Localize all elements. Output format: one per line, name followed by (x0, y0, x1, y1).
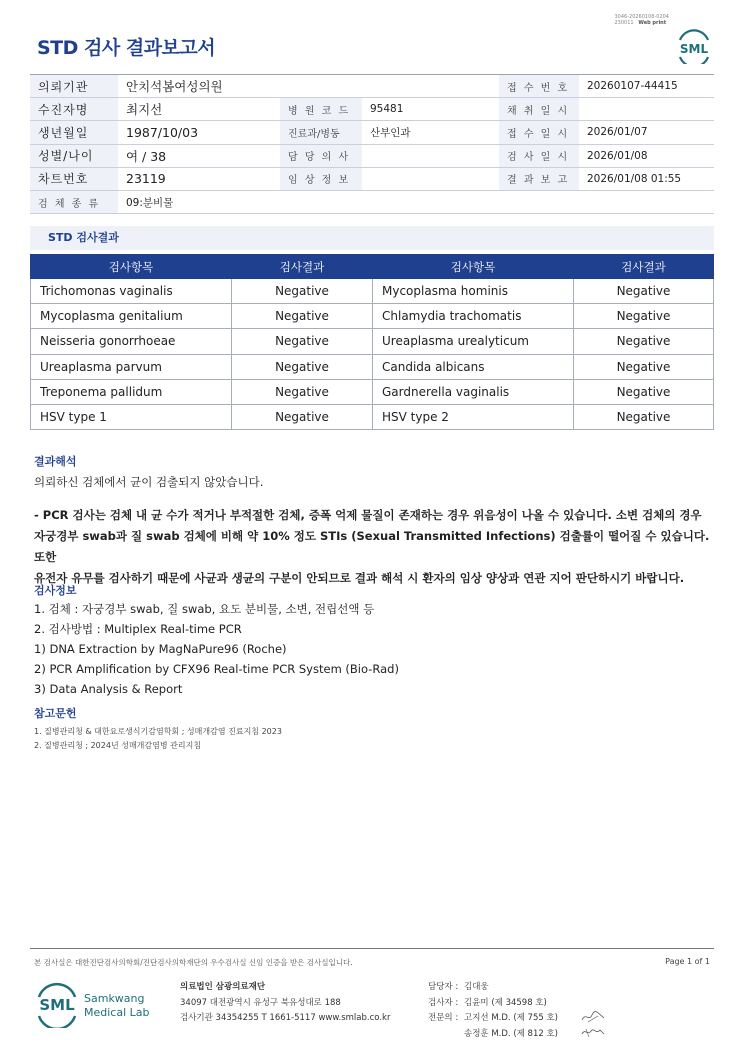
test-item: Ureaplasma urealyticum (373, 329, 574, 354)
test-item: Mycoplasma hominis (373, 279, 574, 304)
test-result: Negative (232, 329, 373, 354)
table-row (31, 279, 714, 304)
signature-icon (580, 1025, 606, 1039)
info-row (30, 121, 714, 144)
page-number: Page 1 of 1 (665, 957, 710, 966)
interpretation-note-line: 자궁경부 swab과 질 swab 검체에 비해 약 10% 정도 STIs (Sexual Transmitted Infections) 검출률이 떨어질 수 있습니다. 또한 (34, 529, 710, 564)
test-result: Negative (232, 379, 373, 404)
test-result: Negative (232, 404, 373, 429)
info-value: 1987/10/03 (118, 121, 280, 144)
info-row-specimen (30, 190, 714, 213)
test-result: Negative (574, 379, 714, 404)
samkwang-logo-icon (36, 980, 196, 1028)
info-value: 2026/01/07 (579, 121, 714, 144)
test-item: Mycoplasma genitalium (31, 304, 232, 329)
info-value: 여 / 38 (118, 144, 280, 167)
staff-list (428, 980, 558, 1042)
sml-logo-text: SML (679, 42, 709, 56)
interpretation-note-line: - PCR 검사는 검체 내 균 수가 적거나 부적절한 검체, 증폭 억제 물질이 존재하는 경우 위음성이 나올 수 있습니다. 소변 검체의 경우 (34, 508, 702, 522)
info-value: 최지선 (118, 98, 280, 121)
info-value (579, 98, 714, 121)
info-label: 진료과/병동 (280, 121, 362, 144)
info-label: 접 수 일 시 (499, 121, 579, 144)
test-info-list (34, 599, 399, 699)
info-label: 생년월일 (30, 121, 118, 144)
reference-item: 1. 질병관리청 & 대한요로생식기감염학회 ; 성매개감염 진료지침 2023 (34, 727, 282, 736)
info-value (362, 167, 499, 190)
test-item: Chlamydia trachomatis (373, 304, 574, 329)
test-result: Negative (232, 279, 373, 304)
table-row (31, 379, 714, 404)
info-label: 차트번호 (30, 167, 118, 190)
test-result: Negative (574, 329, 714, 354)
info-label: 검 사 일 시 (499, 144, 579, 167)
info-value: 23119 (118, 167, 280, 190)
document-code (614, 14, 669, 26)
staff-role: 전문의 : (428, 1013, 459, 1023)
web-print-label: Web print (638, 20, 667, 26)
specimen-label: 검 체 종 류 (30, 190, 118, 213)
signature-icon (580, 1010, 606, 1024)
corporation-address: 34097 대전광역시 유성구 북유성대로 188 (180, 997, 341, 1008)
patient-info-table (30, 74, 714, 214)
test-item: Candida albicans (373, 354, 574, 379)
staff-name: 고지선 M.D. (제 755 호) (464, 1013, 559, 1023)
test-item: Gardnerella vaginalis (373, 379, 574, 404)
page-title: STD 검사 결과보고서 (37, 37, 216, 59)
results-header: 검사항목 (31, 255, 232, 279)
info-value: 산부인과 (362, 121, 499, 144)
test-info-heading: 검사정보 (34, 584, 77, 597)
test-info-line: 3) Data Analysis & Report (34, 682, 183, 696)
staff-name: 송정훈 M.D. (제 812 호) (464, 1028, 559, 1039)
brand-name-line1: Samkwang (84, 992, 145, 1005)
staff-role: 검사자 : (428, 997, 459, 1008)
info-label: 수진자명 (30, 98, 118, 121)
specimen-value: 09:분비물 (118, 190, 714, 213)
test-item: HSV type 1 (31, 404, 232, 429)
test-result: Negative (232, 304, 373, 329)
staff-role (428, 1027, 464, 1043)
info-value: 95481 (362, 98, 499, 121)
interpretation-heading: 결과해석 (34, 455, 77, 468)
table-row (31, 329, 714, 354)
interpretation-summary: 의뢰하신 검체에서 균이 검출되지 않았습니다. (34, 475, 264, 489)
info-label (280, 75, 362, 98)
info-row (30, 144, 714, 167)
footer-logo-text: SML (39, 996, 75, 1014)
test-info-line: 1. 검체 : 자궁경부 swab, 질 swab, 요도 분비물, 소변, 전립선액 등 (34, 602, 375, 616)
info-label: 접 수 번 호 (499, 75, 579, 98)
info-label: 채 취 일 시 (499, 98, 579, 121)
info-value (362, 144, 499, 167)
test-item: Treponema pallidum (31, 379, 232, 404)
sml-logo-icon (674, 26, 714, 64)
brand-name-line2: Medical Lab (84, 1006, 150, 1019)
corporation-contact: 검사기관 34354255 T 1661-5117 www.smlab.co.kr (180, 1013, 391, 1023)
test-item: Trichomonas vaginalis (31, 279, 232, 304)
info-label: 성별/나이 (30, 144, 118, 167)
test-result: Negative (574, 354, 714, 379)
results-header-row (31, 255, 714, 279)
results-section-title: STD 검사결과 (30, 226, 714, 250)
info-value: 안치석봄여성의원 (118, 75, 280, 98)
test-result: Negative (574, 304, 714, 329)
test-result: Negative (232, 354, 373, 379)
corporation-name: 의료법인 삼광의료재단 (180, 982, 266, 992)
document-code-line2: 230011 (614, 20, 634, 26)
results-table (30, 254, 714, 430)
test-info-line: 2. 검사방법 : Multiplex Real-time PCR (34, 622, 242, 636)
info-row (30, 167, 714, 190)
test-result: Negative (574, 279, 714, 304)
info-value: 2026/01/08 01:55 (579, 167, 714, 190)
staff-name: 김대웅 (464, 982, 489, 992)
test-item: Ureaplasma parvum (31, 354, 232, 379)
table-row (31, 404, 714, 429)
info-row (30, 98, 714, 121)
accreditation-note: 본 검사실은 대한진단검사의학회/진단검사의학재단의 우수검사실 신임 인증을 받은 검사실입니다. (34, 958, 353, 967)
info-value (362, 75, 499, 98)
info-label: 결 과 보 고 (499, 167, 579, 190)
staff-name: 김윤미 (제 34598 호) (464, 997, 547, 1008)
info-label: 담 당 의 사 (280, 144, 362, 167)
test-info-line: 1) DNA Extraction by MagNaPure96 (Roche) (34, 642, 287, 656)
references-list (34, 725, 282, 753)
results-header: 검사항목 (373, 255, 574, 279)
test-info-line: 2) PCR Amplification by CFX96 Real-time PCR System (Bio-Rad) (34, 662, 399, 676)
info-label: 의뢰기관 (30, 75, 118, 98)
info-label: 병 원 코 드 (280, 98, 362, 121)
staff-role: 담당자 : (428, 982, 459, 992)
interpretation-note (34, 505, 714, 589)
table-row (31, 354, 714, 379)
corporation-info (180, 980, 390, 1027)
test-result: Negative (574, 404, 714, 429)
info-label: 임 상 정 보 (280, 167, 362, 190)
interpretation-note-line: 유전자 유무를 검사하기 때문에 사균과 생균의 구분이 안되므로 결과 해석 시 환자의 임상 양상과 연관 지어 판단하시기 바랍니다. (34, 571, 685, 585)
results-header: 검사결과 (574, 255, 714, 279)
document-code-line1: 3046-20260108-0204 (614, 14, 669, 20)
footer-divider (30, 948, 714, 949)
info-value: 20260107-44415 (579, 75, 714, 98)
references-heading: 참고문헌 (34, 707, 77, 720)
test-item: Neisseria gonorrhoeae (31, 329, 232, 354)
info-value: 2026/01/08 (579, 144, 714, 167)
test-item: HSV type 2 (373, 404, 574, 429)
table-row (31, 304, 714, 329)
info-row (30, 75, 714, 98)
results-header: 검사결과 (232, 255, 373, 279)
reference-item: 2. 질병관리청 ; 2024년 성매개감염병 관리지침 (34, 741, 202, 750)
